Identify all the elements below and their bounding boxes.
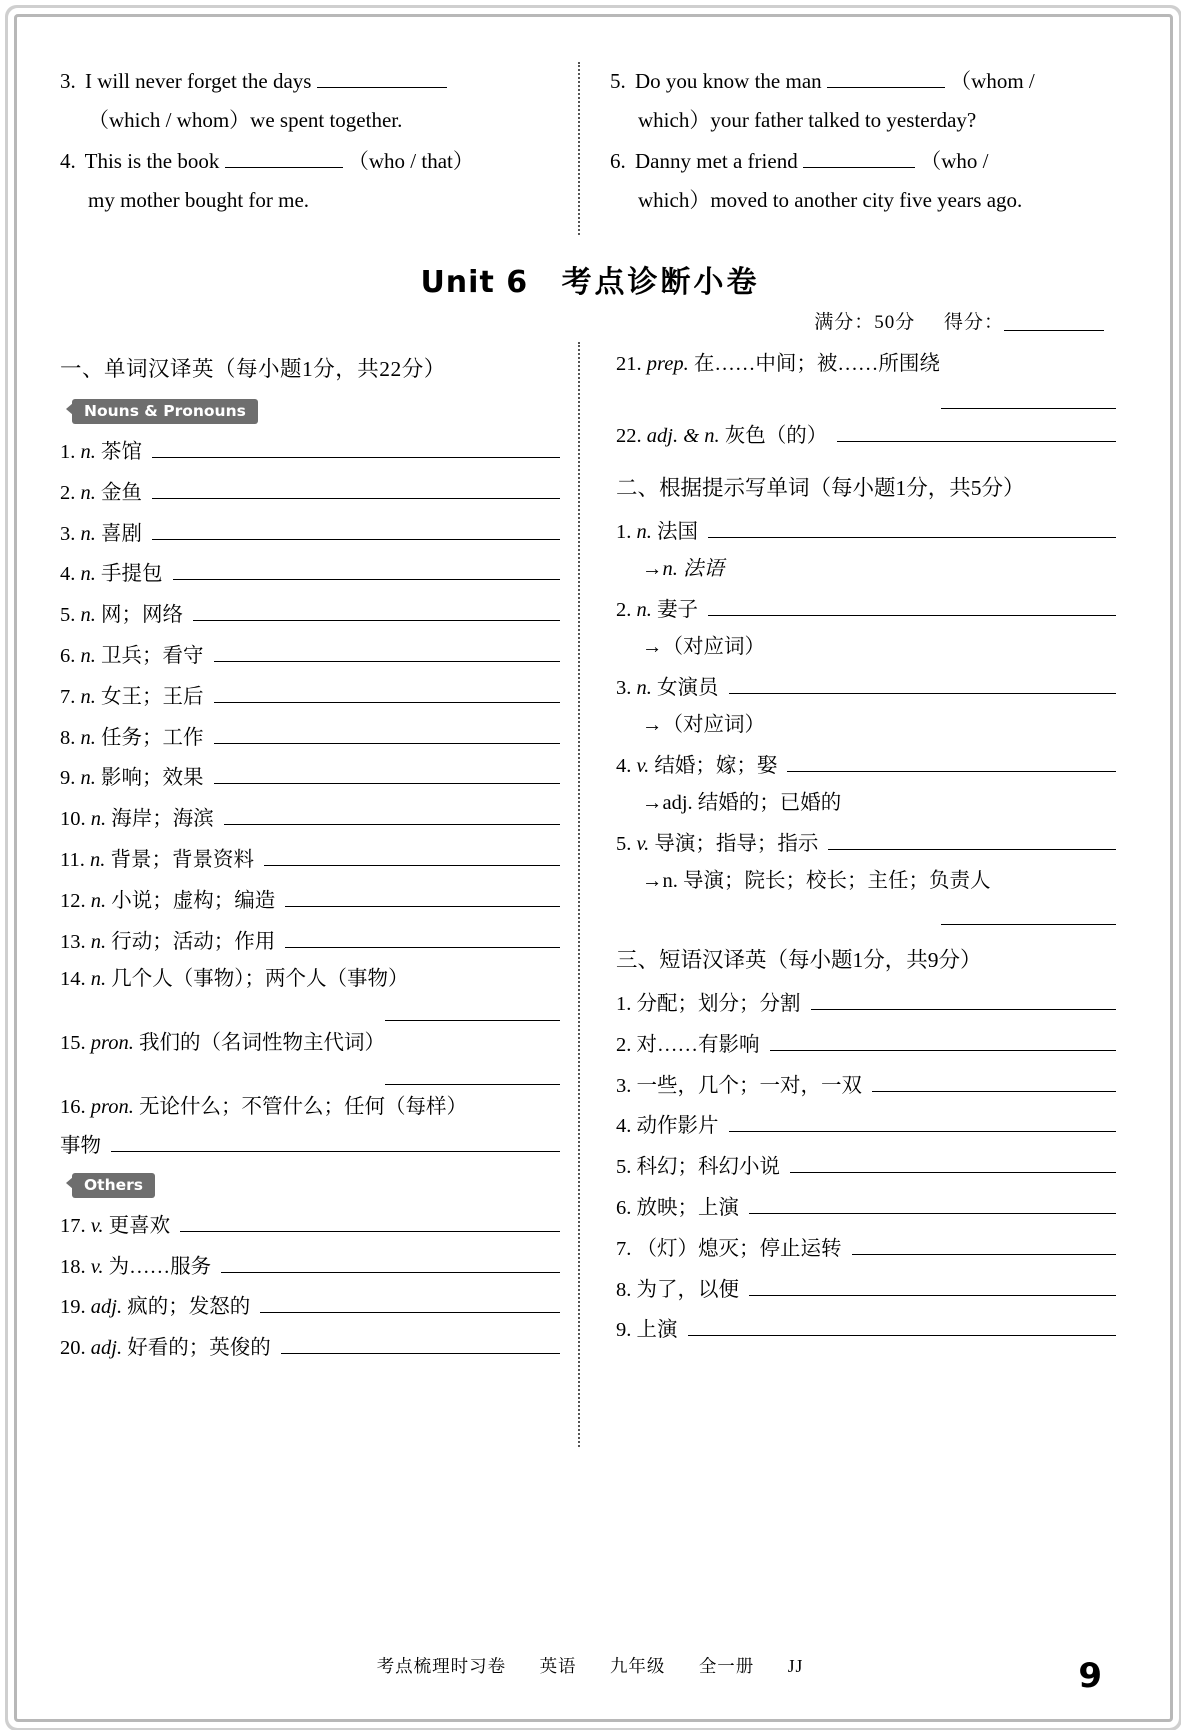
answer-blank[interactable] [708,590,1116,616]
item-pos: n. [80,604,96,627]
list-item-derived [616,865,1120,898]
item-pos: n. [80,440,96,463]
item-number: 3. [60,522,76,545]
answer-blank[interactable] [214,718,561,744]
question-3-text: I will never forget the days [85,69,312,93]
item-number: 12. [60,889,86,912]
item-number: 9. [60,767,76,790]
item-cn: 导演；指导；指示 [654,832,819,855]
item-pos: adj. & n. [646,425,720,448]
list-item-derived [616,553,1120,586]
item-number: 4. [60,563,76,586]
item-number: 5. [60,604,76,627]
question-5-line2: which）your father talked to yesterday? [638,107,977,132]
item-number: 6. [60,644,76,667]
answer-blank[interactable] [872,1066,1116,1092]
page-content [60,62,1120,1696]
item-number: 14. [60,967,86,990]
item-number: 8. [616,1278,632,1301]
item-number: 2. [616,1033,632,1056]
gain-score-blank[interactable] [1004,330,1104,331]
question-6-number: 6. [610,148,626,173]
list-item [60,555,564,592]
answer-blank[interactable] [214,636,561,662]
item-number: 20. [60,1337,86,1360]
question-5-options: （whom / [950,69,1035,93]
item-cn: 行动；活动；作用 [111,930,276,953]
item-pos: n. [90,848,106,871]
question-5-blank[interactable] [827,87,945,88]
list-item [60,759,564,796]
list-item [616,1229,1120,1266]
list-item [616,1066,1120,1103]
question-4-text: This is the book [84,148,220,173]
list-item-derived [616,787,1120,820]
answer-blank[interactable] [214,759,561,785]
item-number: 7. [60,685,76,708]
item-number: 7. [616,1237,632,1260]
item-cn: 上演 [636,1319,678,1342]
answer-blank[interactable] [828,824,1116,850]
list-item [616,746,1120,783]
list-item [616,512,1120,549]
list-item [616,1188,1120,1225]
full-score-label: 满分：50分 [814,312,916,334]
item-pos: n. [636,676,652,699]
item-pos: n. [80,726,96,749]
item-pos: prep. [646,353,689,376]
item-pos: v. [90,1214,104,1237]
answer-blank[interactable] [749,1270,1116,1296]
item-cn: 为……服务 [108,1255,212,1278]
answer-blank[interactable] [214,677,561,703]
item-cn: （灯）熄灭；停止运转 [636,1237,842,1260]
answer-blank[interactable] [111,1126,560,1152]
item-number: 2. [616,598,632,621]
item-pos: v. [636,754,650,777]
item-cn: 金鱼 [101,481,142,504]
answer-blank[interactable] [770,1025,1117,1051]
item-cn: 分配；划分；分割 [636,992,801,1015]
answer-blank[interactable] [837,417,1116,443]
item-cn: 动作影片 [636,1115,719,1138]
item-cn: 背景；背景资料 [110,848,254,871]
answer-blank[interactable] [285,881,560,907]
item-pos: n. [90,808,107,831]
item-pos: v. [90,1255,104,1278]
item-pos: n. [80,563,96,586]
item-derived-text: →n. 导演；院长；校长；主任；负责人 [642,870,991,893]
question-3-number: 3. [60,69,76,93]
footer-subject: 英语 [539,1656,577,1676]
list-item [60,473,564,510]
list-item [616,1148,1120,1185]
answer-blank[interactable] [385,998,560,1021]
item-pos: n. [80,481,96,504]
footer-series: 考点梳理时习卷 [376,1656,507,1676]
section-1-heading: 一、单词汉译英（每小题1分，共22分） [60,357,446,382]
question-3-line2: （which / whom）we spent together. [88,107,403,132]
item-number: 5. [616,832,632,855]
gain-score-label: 得分： [943,312,1004,334]
list-item [60,800,564,837]
item-number: 10. [60,808,86,831]
item-number: 17. [60,1214,86,1237]
question-3 [60,62,560,140]
item-cn: 卫兵；看守 [101,644,204,667]
answer-blank[interactable] [790,1148,1116,1174]
page-footer [60,1653,1120,1678]
item-cn: 妻子 [657,598,698,621]
page-title [60,257,1120,301]
item-cn: 几个人（事物）；两个人（事物） [111,967,409,990]
score-line [60,307,1120,334]
list-item-continued [60,1126,564,1163]
list-item [60,922,564,959]
item-cn: 为了，以便 [636,1278,739,1301]
item-cn: 茶馆 [101,440,142,463]
item-cn: 好看的；英俊的 [127,1337,271,1360]
item-pos: n. [636,598,652,621]
list-item [616,348,1120,381]
item-pos: n. [90,967,107,990]
item-number: 6. [616,1196,632,1219]
answer-blank[interactable] [708,512,1116,538]
answer-blank[interactable] [285,922,560,948]
item-cn: 灰色（的） [724,425,828,448]
item-number: 5. [616,1156,632,1179]
answer-blank[interactable] [221,1247,560,1273]
list-item [60,840,564,877]
item-cn: 小说；虚构；编造 [111,889,276,912]
list-item [616,824,1120,861]
item-number: 1. [616,992,632,1015]
list-item [60,963,564,996]
answer-blank[interactable] [941,386,1116,409]
answer-blank[interactable] [152,473,560,499]
list-item [60,596,564,633]
body-left-column [60,348,574,1369]
question-5 [610,62,1110,140]
item-number: 3. [616,676,632,699]
answer-blank[interactable] [729,1107,1117,1133]
tag-nouns-pronouns: Nouns & Pronouns [72,399,258,424]
answer-blank[interactable] [787,746,1116,772]
list-item [60,636,564,673]
body-column-divider [578,342,580,1447]
list-item [60,1206,564,1243]
list-item [60,677,564,714]
list-item [616,668,1120,705]
answer-blank[interactable] [260,1288,560,1314]
tag-others: Others [72,1173,155,1198]
item-cn: 女演员 [657,676,719,699]
item-number: 4. [616,1115,632,1138]
list-item-derived [616,709,1120,742]
answer-blank[interactable] [811,984,1117,1010]
item-cn: 更喜欢 [108,1214,171,1237]
item-cn: 我们的（名词性物主代词） [138,1031,385,1054]
question-3-blank[interactable] [317,87,447,88]
item-cn: 网；网络 [101,604,183,627]
item-cn: 女王；王后 [101,685,204,708]
item-pos: n. [80,685,96,708]
answer-blank[interactable] [688,1311,1117,1337]
answer-blank[interactable] [264,840,560,866]
item-number: 18. [60,1255,86,1278]
list-item [60,1091,564,1124]
item-cn: 海岸；海滨 [111,808,214,831]
list-item [616,1107,1120,1144]
question-4-number: 4. [60,148,76,173]
answer-blank[interactable] [941,902,1116,925]
unit-title-cn: 考点诊断小卷 [561,265,760,301]
item-cn: 结婚；嫁；娶 [654,754,778,777]
list-item [60,514,564,551]
item-number: 4. [616,754,632,777]
answer-blank[interactable] [180,1206,560,1232]
item-cn: 影响；效果 [101,767,204,790]
item-cn: 在……中间；被……所围绕 [693,353,940,376]
item-cn: 对……有影响 [636,1033,760,1056]
item-pos: pron. [90,1031,134,1054]
item-number: 16. [60,1096,86,1119]
list-item [616,984,1120,1021]
list-item [60,881,564,918]
list-item-derived [616,631,1120,664]
item-number: 21. [616,353,642,376]
item-cn-line2: 事物 [60,1134,101,1157]
answer-blank[interactable] [749,1188,1116,1214]
item-derived-text: →adj. 结婚的；已婚的 [642,792,842,815]
page-number: 9 [1078,1656,1102,1696]
question-6-options: （who / [920,148,989,173]
item-number: 8. [60,726,76,749]
question-6-text: Danny met a friend [635,148,798,173]
item-number: 15. [60,1031,86,1054]
item-cn: 一些，几个；一对，一双 [636,1074,862,1097]
answer-blank[interactable] [281,1329,560,1355]
list-item [60,718,564,755]
item-number: 11. [60,848,85,871]
list-item [616,1270,1120,1307]
item-derived-text: →（对应词） [642,714,765,737]
item-cn: 疯的；发怒的 [127,1296,251,1319]
item-cn: 放映；上演 [636,1196,739,1219]
main-body [60,348,1120,1369]
item-pos: n. [90,930,107,953]
column-divider [578,62,580,235]
item-cn: 喜剧 [101,522,142,545]
section-3-heading: 三、短语汉译英（每小题1分，共9分） [616,948,982,973]
answer-blank[interactable] [224,800,560,826]
question-5-number: 5. [610,69,626,93]
list-item [60,1329,564,1366]
answer-blank[interactable] [852,1229,1117,1255]
carryover-right-column [578,62,1110,221]
list-item [616,417,1120,454]
list-item [60,1027,564,1060]
question-4 [60,142,560,220]
list-item [60,1247,564,1284]
footer-edition: JJ [787,1656,804,1676]
item-number: 2. [60,481,76,504]
item-number: 3. [616,1074,632,1097]
section-2-heading: 二、根据提示写单词（每小题1分，共5分） [616,476,1025,501]
item-cn: 法国 [657,520,698,543]
question-6 [610,142,1110,220]
item-pos: adj. [90,1337,123,1360]
answer-blank[interactable] [152,514,560,540]
question-4-options: （who / that） [347,148,474,173]
item-pos: n. [80,522,96,545]
list-item [60,432,564,469]
item-cn: 手提包 [101,563,163,586]
footer-grade: 九年级 [609,1656,666,1676]
question-6-line2: which）moved to another city five years ago. [638,187,1023,212]
unit-label: Unit 6 [420,265,529,301]
list-item [60,1288,564,1325]
answer-blank[interactable] [173,555,561,581]
question-6-blank[interactable] [803,167,915,168]
body-right-column [574,348,1120,1369]
item-cn: 无论什么；不管什么；任何（每样） [138,1096,467,1119]
answer-blank[interactable] [152,432,560,458]
carryover-left-column [60,62,578,221]
list-item [616,590,1120,627]
item-pos: n. [636,520,652,543]
answer-blank[interactable] [385,1062,560,1085]
carryover-exercise-section [60,62,1120,235]
item-number: 1. [616,520,632,543]
item-derived-text: →n. 法语 [642,558,724,581]
answer-blank[interactable] [729,668,1117,694]
item-number: 13. [60,930,86,953]
question-4-line2: my mother bought for me. [88,187,310,212]
item-derived-text: →（对应词） [642,636,765,659]
question-4-blank[interactable] [225,167,343,168]
list-item [616,1025,1120,1062]
question-5-text: Do you know the man [635,69,822,93]
item-pos: pron. [90,1096,134,1119]
list-item [616,1311,1120,1348]
item-pos: n. [90,889,107,912]
item-pos: v. [636,832,650,855]
answer-blank[interactable] [193,596,560,622]
item-cn: 科幻；科幻小说 [636,1156,780,1179]
item-number: 19. [60,1296,86,1319]
item-number: 9. [616,1319,632,1342]
item-pos: adj. [90,1296,123,1319]
item-number: 1. [60,440,76,463]
item-pos: n. [80,767,96,790]
footer-volume: 全一册 [698,1656,755,1676]
item-number: 22. [616,425,642,448]
item-cn: 任务；工作 [101,726,204,749]
item-pos: n. [80,644,96,667]
